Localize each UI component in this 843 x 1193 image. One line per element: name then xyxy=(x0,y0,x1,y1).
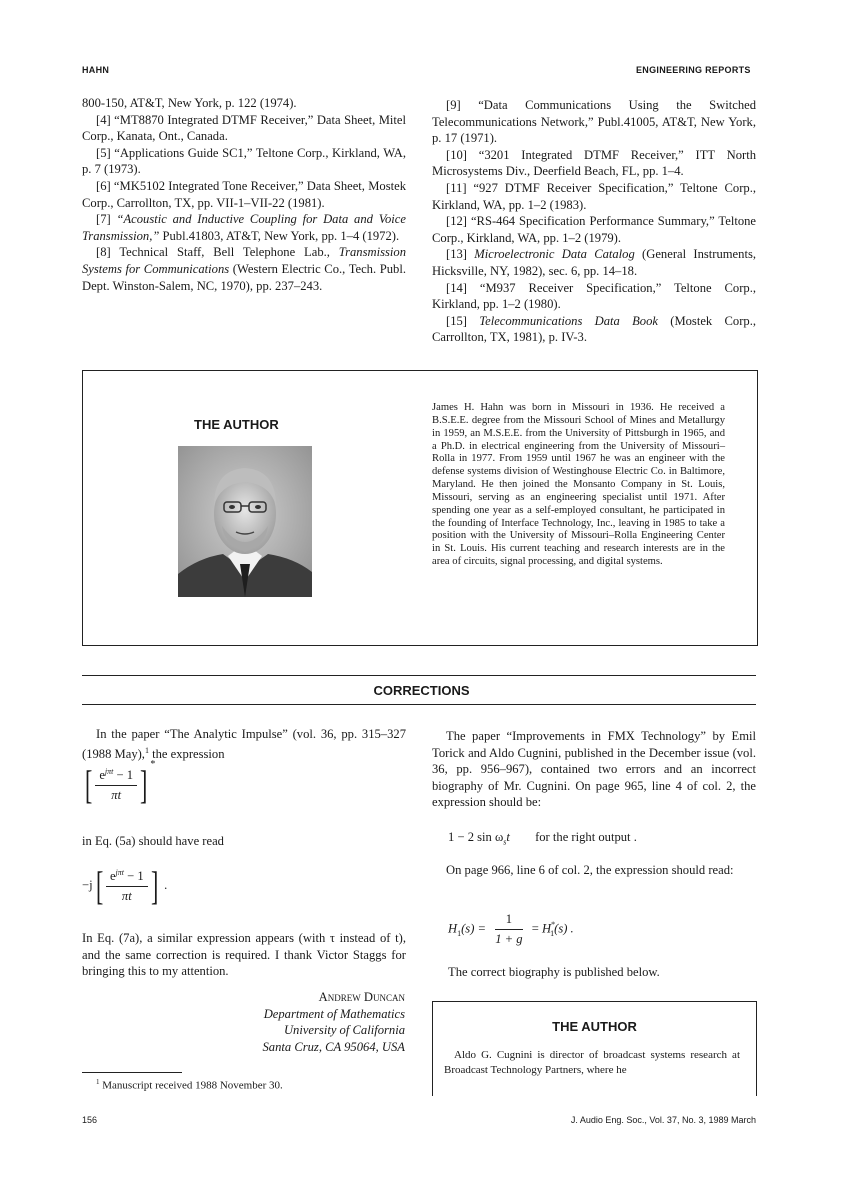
signature-university: University of California xyxy=(283,1023,405,1038)
signature-location: Santa Cruz, CA 95064, USA xyxy=(262,1039,405,1054)
reference-9: [9] “Data Communications Using the Switched Telecommunications Network,” Publ.41005, AT&T, New York, p. 17 (1971). xyxy=(432,98,756,146)
equation-transfer-function: $H_1(s)$ = $\frac{1}{1 + g}$ = $H^*_1(s)$ . xyxy=(448,912,574,946)
correction-signature xyxy=(200,989,405,1055)
correction-fmx-intro: The paper “Improvements in FMX Technology” by Emil Torick and Aldo Cugnini, published in the December issue (vol. 36, pp. 956–967), contained two errors and an incorrect biography of Mr. Cugnini. On page 965, line 4 of col. 2, the expression should be: xyxy=(432,729,756,810)
divider-top xyxy=(82,675,756,676)
reference-15: [15] Telecommunications Data Book (Mostek Corp., Carrollton, TX, 1981), p. IV-3. xyxy=(432,313,756,345)
equation-original: [ $\frac{e^{j\pi t} - 1}{\pi t}$ ] * xyxy=(84,758,156,807)
correction-fmx-biography-note: The correct biography is published below. xyxy=(448,965,660,979)
equation-right-output: 1 − 2 $\sin \omega_st$ for the right output . xyxy=(448,830,637,847)
reference-5: [5] “Applications Guide SC1,” Teltone Corp., Kirkland, WA, p. 7 (1973). xyxy=(82,145,406,177)
signature-name: Andrew Duncan xyxy=(318,990,405,1004)
reference-13: [13] Microelectronic Data Catalog (General Instruments, Hicksville, NY, 1982), sec. 6, pp. 14–18. xyxy=(432,247,756,278)
reference-10: [10] “3201 Integrated DTMF Receiver,” ITT North Microsystems Div., Deerfield Beach, FL, pp. 1–4. xyxy=(432,147,756,179)
reference-list-right xyxy=(432,97,756,346)
footnote-rule xyxy=(82,1072,182,1073)
reference-14: [14] “M937 Receiver Specification,” Teltone Corp., Kirkland, pp. 1–2 (1980). xyxy=(432,280,756,312)
reference-6: [6] “MK5102 Integrated Tone Receiver,” Data Sheet, Mostek Corp., Carrollton, TX, pp. VII-1–VII-22 (1981). xyxy=(82,178,406,210)
author-heading: THE AUTHOR xyxy=(194,417,279,432)
correction-fmx-second: On page 966, line 6 of col. 2, the expression should read: xyxy=(446,863,734,877)
page-number: 156 xyxy=(82,1115,98,1125)
reference-12: [12] “RS-464 Specification Performance Summary,” Teltone Corp., Kirkland, WA, pp. 1–2 (1979). xyxy=(432,214,756,245)
correction-analytic-impulse-intro: In the paper “The Analytic Impulse” (vol. 36, pp. 315–327 (1988 May),$^1$ the expression xyxy=(82,727,406,761)
running-header-author: HAHN xyxy=(82,65,110,75)
author-portrait xyxy=(178,446,312,597)
cugnini-author-bio: Aldo G. Cugnini is director of broadcast systems research at Broadcast Technology Partners, where he xyxy=(444,1049,740,1076)
author-biography: James H. Hahn was born in Missouri in 1936. He received a B.S.E.E. degree from the Missouri School of Mines and Metallurgy in 1959, an M.S.E.E. from the University of Pittsburgh in 1965, and a Ph.D. in electrical engineering from the University of Missouri–Rolla in 1977. From 1959 until 1967 he was an engineer with the defense systems division of Westinghouse Electric Co. in Baltimore, Maryland. He then joined the Monsanto Company in St. Louis, Missouri, serving as an engineering specialist until 1971. After spending one year as a self-employed consultant, he participated in the founding of Interface Technology, Inc., leaving in 1985 to take a position with the University of Missouri–Rolla Engineering Center in St. Louis. His current teaching and research interests are in the area of circuits, signal processing, and digital systems. xyxy=(432,402,725,568)
footnote: $^1$ Manuscript received 1988 November 30. xyxy=(96,1078,283,1092)
signature-department: Department of Mathematics xyxy=(263,1006,405,1021)
reference-list-left xyxy=(82,95,406,294)
correction-analytic-impulse-note: In Eq. (7a), a similar expression appears (with τ instead of t), and the same correction is required. I thank Victor Staggs for bringing this to my attention. xyxy=(82,931,406,979)
correction-transition: in Eq. (5a) should have read xyxy=(82,834,224,848)
cugnini-author-heading: THE AUTHOR xyxy=(552,1019,637,1034)
equation-corrected: −j[ $\frac{e^{j\pi t} - 1}{\pi t}$ ] . xyxy=(82,863,168,908)
divider-bottom xyxy=(82,704,756,705)
reference-8: [8] Technical Staff, Bell Telephone Lab., Transmission Systems for Communications (Western Electric Co., Tech. Publ. Dept. Winston-Salem, NC, 1970), pp. 237–243. xyxy=(82,245,406,293)
reference-7: [7] “Acoustic and Inductive Coupling for Data and Voice Transmission,” Publ.41803, AT&T, New York, pp. 1–4 (1972). xyxy=(82,212,406,243)
running-header-section: ENGINEERING REPORTS xyxy=(636,65,751,75)
reference-4: [4] “MT8870 Integrated DTMF Receiver,” Data Sheet, Mitel Corp., Kanata, Ont., Canada. xyxy=(82,112,406,144)
reference-3-tail: 800-150, AT&T, New York, p. 122 (1974). xyxy=(82,96,297,110)
corrections-heading: CORRECTIONS xyxy=(373,683,470,698)
reference-11: [11] “927 DTMF Receiver Specification,” Teltone Corp., Kirkland, WA, pp. 1–2 (1983). xyxy=(432,180,756,212)
journal-citation: J. Audio Eng. Soc., Vol. 37, No. 3, 1989 March xyxy=(570,1115,756,1125)
